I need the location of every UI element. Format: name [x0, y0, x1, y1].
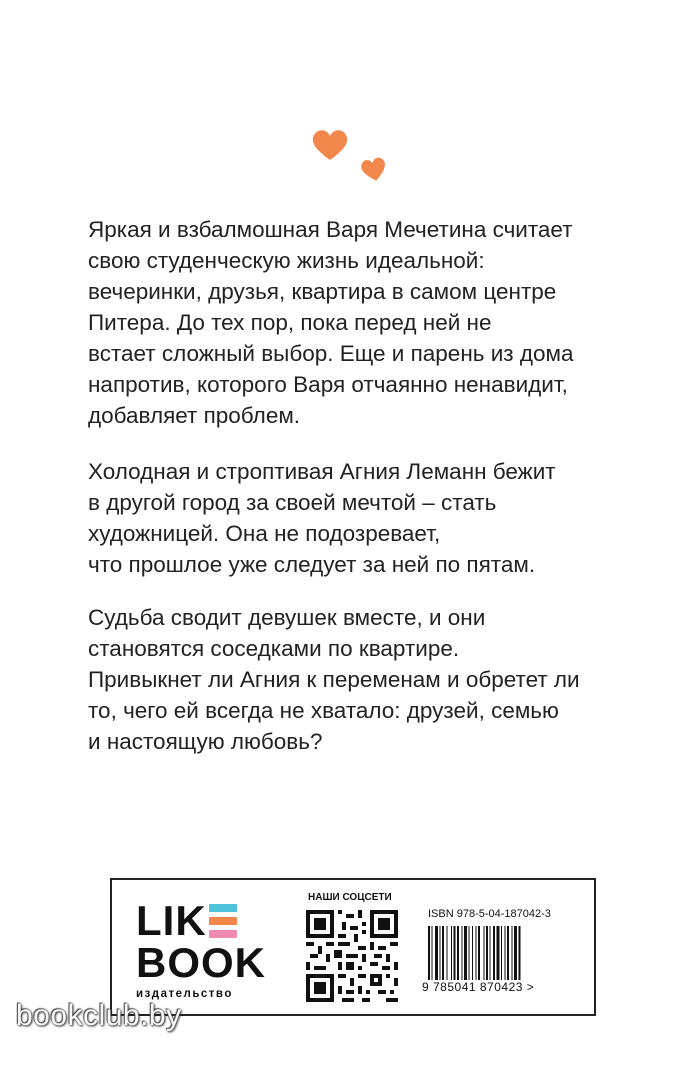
- barcode-number: 9 785041 870423 >: [422, 980, 535, 994]
- description-paragraph-2: Холодная и строптивая Агния Леманн бежит в другой город за своей мечтой – стать художницей. Она не подозревает, что прошлое уже следует за ней по пятам.: [88, 459, 556, 577]
- publisher-subtitle: издательство: [136, 988, 233, 1000]
- logo-e-stripes-icon: [209, 904, 237, 938]
- barcode-icon: [426, 926, 566, 980]
- site-watermark: bookclub.by: [16, 999, 182, 1032]
- publisher-info-box: [110, 878, 596, 1016]
- likebook-logo: [136, 897, 286, 1000]
- description-paragraph-1: Яркая и взбалмошная Варя Мечетина считает свою студенческую жизнь идеальной: вечеринки, друзья, квартира в самом центре Питера. До тех пор, пока перед ней не встает сложный выбор. Еще и парень из дома напротив, которого Варя отчаянно ненавидит, добавляет проблем.: [88, 217, 574, 428]
- qr-code-icon: [306, 910, 398, 1002]
- qr-title: НАШИ СОЦСЕТИ: [308, 892, 392, 903]
- description-paragraph-3: Судьба сводит девушек вместе, и они становятся соседками по квартире. Привыкнет ли Агния к переменам и обретет ли то, чего ей всегда не хватало: друзей, семью и настоящую любовь?: [88, 605, 580, 754]
- logo-line-2: BOOK: [136, 939, 266, 986]
- two-hearts-icon: [308, 126, 398, 186]
- isbn-label: ISBN 978-5-04-187042-3: [428, 908, 551, 920]
- logo-line-1: LIK: [136, 897, 207, 944]
